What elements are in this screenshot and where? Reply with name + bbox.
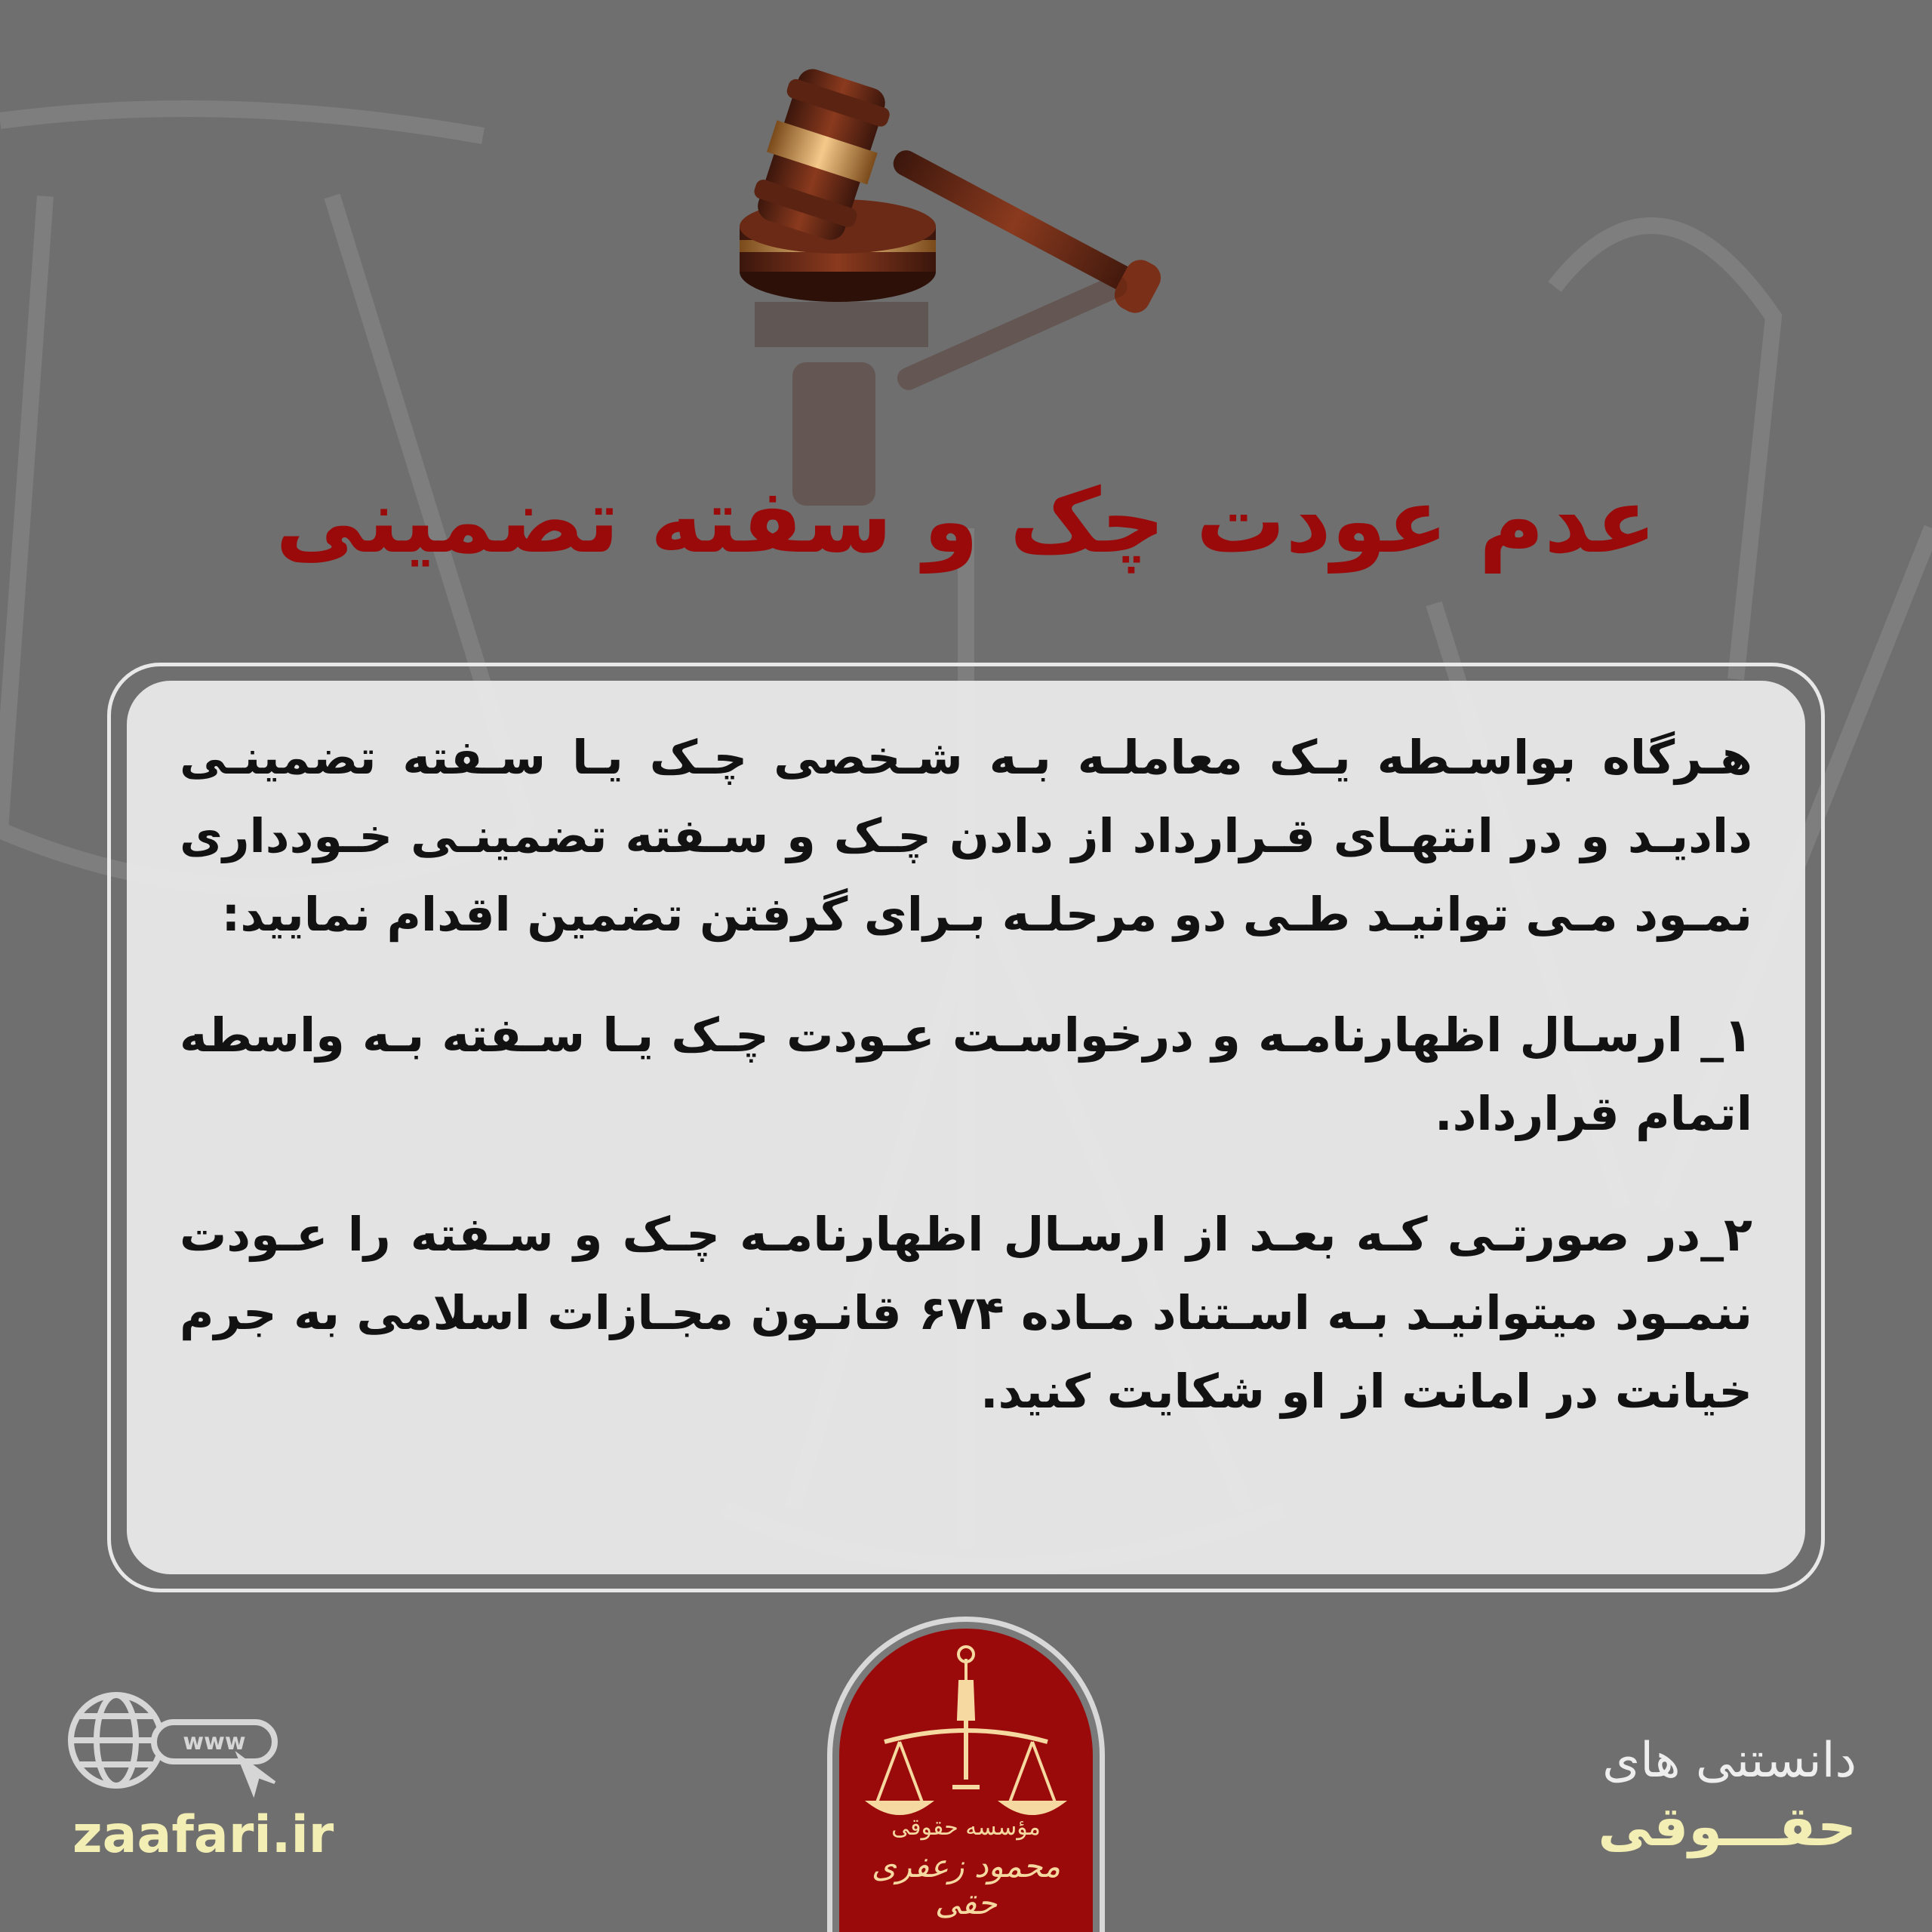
www-label: www [183, 1729, 246, 1755]
globe-www-icon [63, 1687, 282, 1801]
step-one-paragraph: ۱_ ارسـال اظهارنامـه و درخواسـت عـودت چـک یـا سـفته بـه واسطه اتمام قرارداد. [180, 1008, 1752, 1141]
badge-subtitle: مؤسسه حقوقی [891, 1814, 1041, 1841]
intro-paragraph: هـرگاه بواسـطه یـک معاملـه بـه شـخصی چـک یـا سـفته تضمینـی دادیـد و در انتهـای قـرارداد از دادن چـک و سـفته تضمینـی خـودداری نمـود مـی توانیـد طـی دو مرحلـه بـرای گرفتن تضمین اقدام نمایید: [180, 730, 1752, 942]
badge-name: محمود زعفری حقی [871, 1847, 1061, 1921]
brand-line-one: دانستنی های [1602, 1733, 1857, 1789]
website-link[interactable]: zaafari.ir [72, 1805, 334, 1865]
gavel-image [724, 60, 1223, 513]
brand-line-two: حقـــوقی [1598, 1795, 1857, 1858]
content-card [127, 681, 1805, 1574]
page-title: عدم عودت چک و سفته تضمینی [275, 469, 1657, 573]
logo-badge [839, 1629, 1093, 1932]
step-two-paragraph: ۲_در صورتـی کـه بعـد از ارسـال اظهارنامـه چـک و سـفته را عـودت ننمـود میتوانیـد بـه اسـتناد مـاده ۶۷۴ قانـون مجـازات اسلامی به جرم خیانت در امانت از او شکایت کنید. [180, 1207, 1752, 1419]
